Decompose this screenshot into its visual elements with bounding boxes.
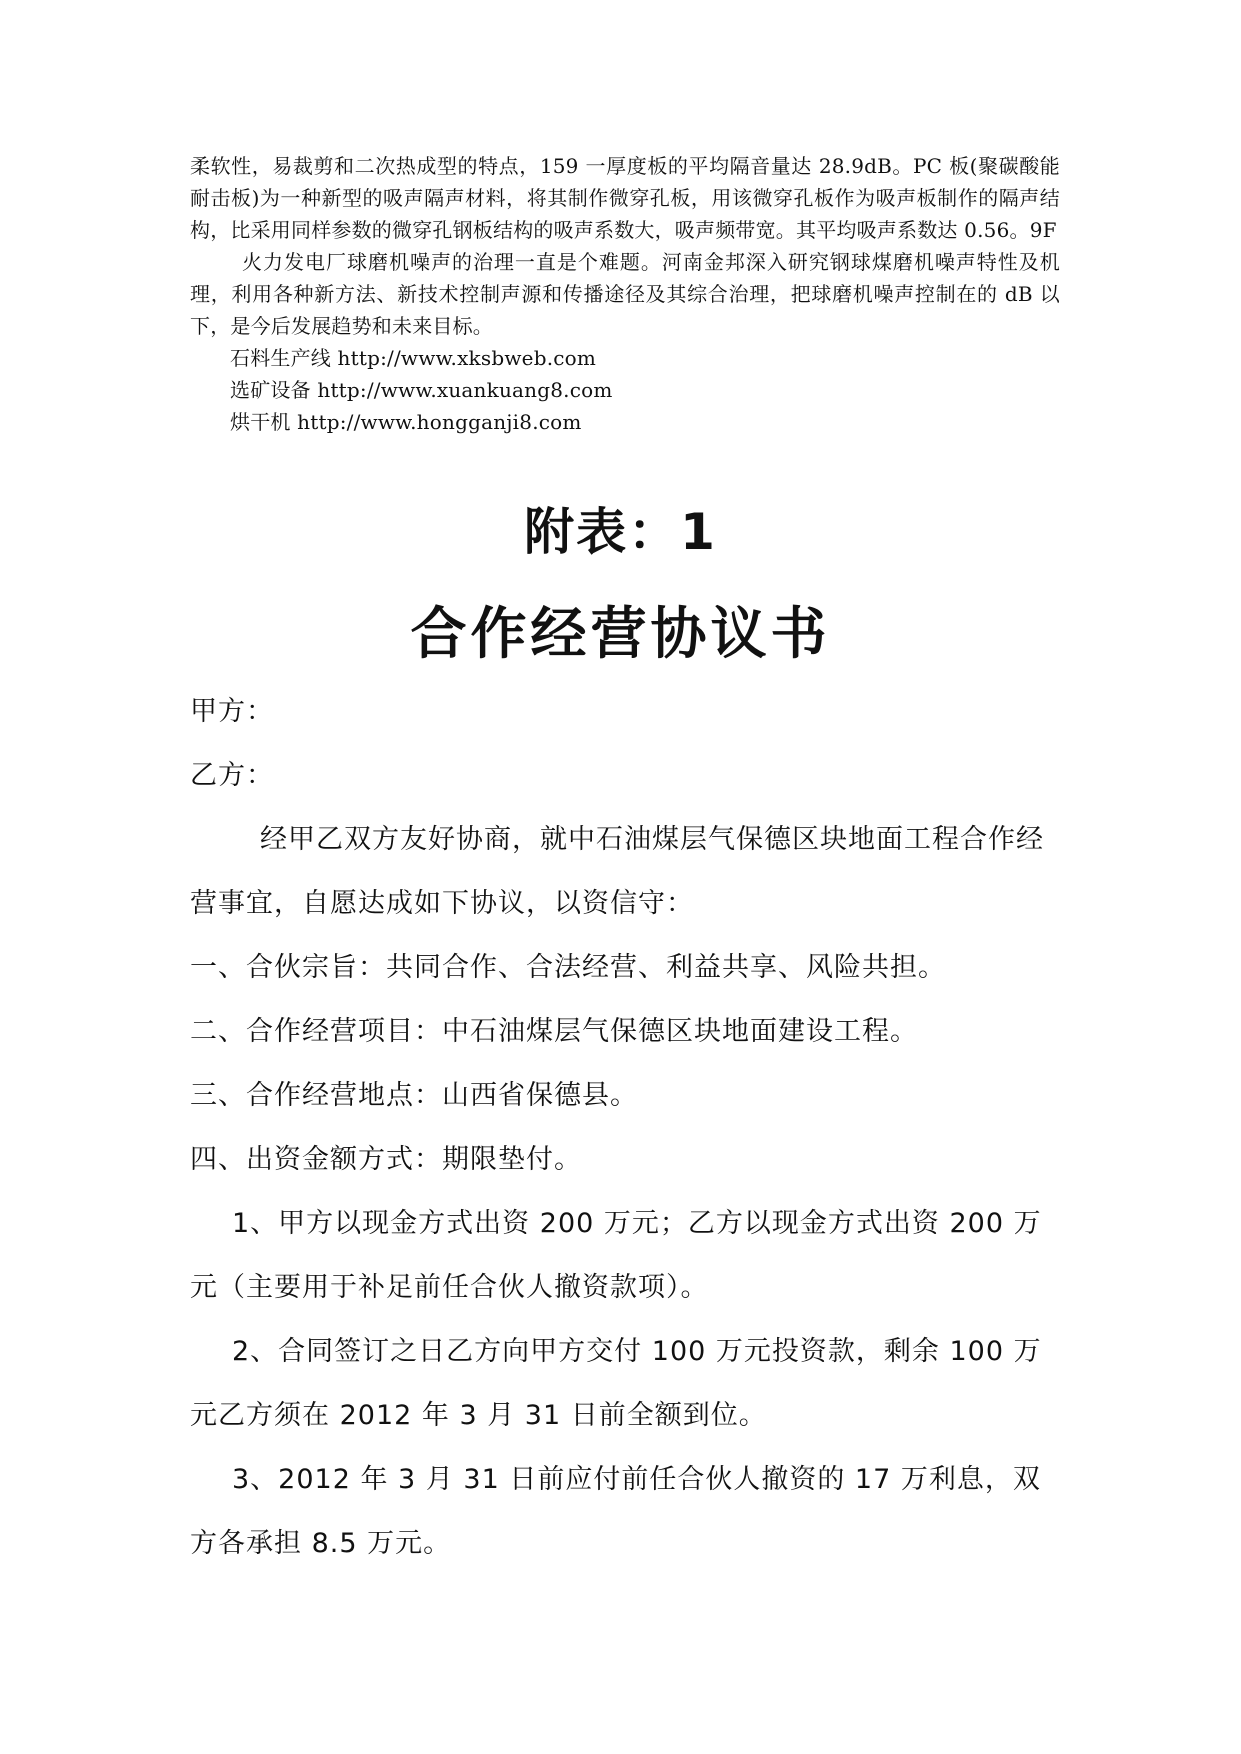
link-list (190, 342, 1060, 438)
clause-location: 三、合作经营地点：山西省保德县。 (190, 1080, 638, 1111)
party-a-line: 甲方： (190, 696, 274, 727)
clause-investment: 四、出资金额方式：期限垫付。 (190, 1144, 582, 1175)
investment-item-3: 3、2012 年 3 月 31 日前应付前任合伙人撤资的 17 万利息，双方各承担 8.5 万元。 (190, 1464, 1041, 1559)
clause-project: 二、合作经营项目：中石油煤层气保德区块地面建设工程。 (190, 1016, 918, 1047)
annex-heading: 附表：1 (524, 503, 717, 561)
intro-section (190, 150, 1060, 438)
intro-paragraph-1: 柔软性，易裁剪和二次热成型的特点，159 一厚度板的平均隔音量达 28.9dB。PC 板(聚碳酸能耐击板)为一种新型的吸声隔声材料，将其制作微穿孔板，用该微穿孔板作为吸声板制作的隔声结构，比采用同样参数的微穿孔钢板结构的吸声系数大，吸声频带宽。其平均吸声系数达 0.56。9F (190, 154, 1060, 242)
investment-item-2: 2、合同签订之日乙方向甲方交付 100 万元投资款，剩余 100 万元乙方须在 2012 年 3 月 31 日前全额到位。 (190, 1336, 1042, 1431)
preamble-paragraph: 经甲乙双方友好协商，就中石油煤层气保德区块地面工程合作经营事宜，自愿达成如下协议，以资信守： (190, 824, 1044, 919)
clause-purpose: 一、合伙宗旨：共同合作、合法经营、利益共享、风险共担。 (190, 952, 946, 983)
party-b-line: 乙方： (190, 760, 274, 791)
agreement-body (190, 680, 1060, 1576)
link-stone-production-line[interactable]: 石料生产线 http://www.xksbweb.com (230, 346, 597, 370)
investment-item-1: 1、甲方以现金方式出资 200 万元；乙方以现金方式出资 200 万元（主要用于补足前任合伙人撤资款项）。 (190, 1208, 1042, 1303)
intro-paragraph-2: 火力发电厂球磨机噪声的治理一直是个难题。河南金邦深入研究钢球煤磨机噪声特性及机理，利用各种新方法、新技术控制声源和传播途径及其综合治理，把球磨机噪声控制在的 dB 以下，是今后发展趋势和未来目标。 (190, 250, 1060, 338)
link-dryer[interactable]: 烘干机 http://www.hongganji8.com (230, 410, 582, 434)
link-mineral-equipment[interactable]: 选矿设备 http://www.xuankuang8.com (230, 378, 613, 402)
agreement-title: 合作经营协议书 (410, 602, 831, 667)
